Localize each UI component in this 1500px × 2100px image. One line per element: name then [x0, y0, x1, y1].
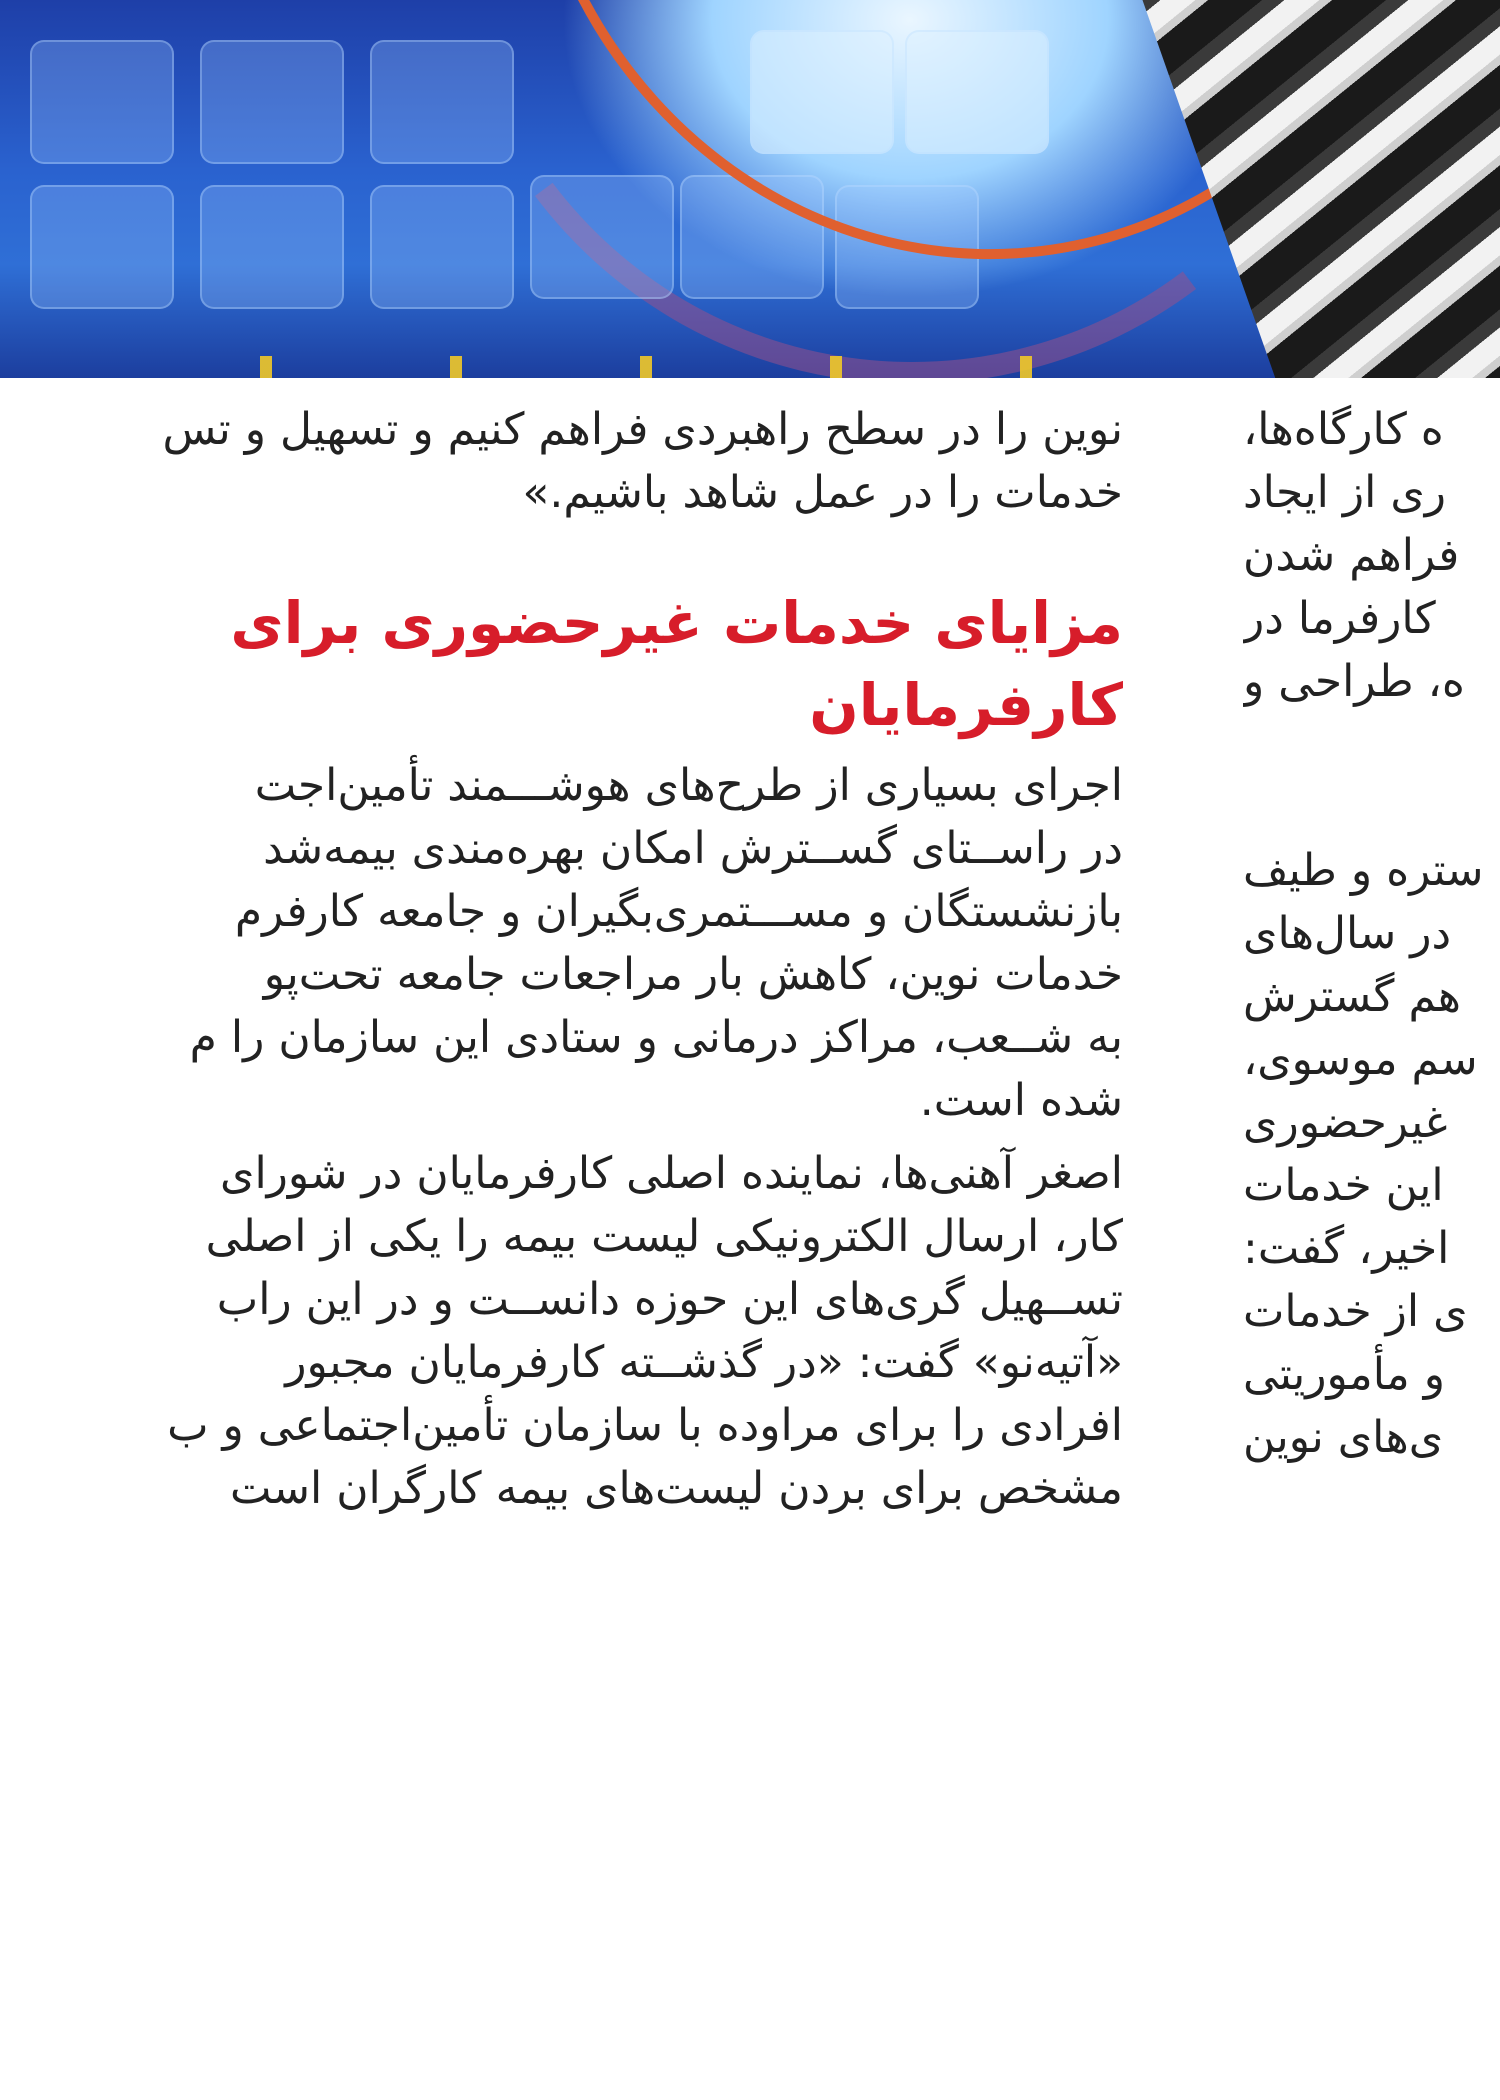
text-line: افرادی را برای مراوده با سازمان تأمین‌اجتماعی و ب	[167, 1400, 1123, 1451]
banner-tile	[30, 185, 174, 309]
text-line: فراهم شدن	[1243, 530, 1460, 581]
banner-tile	[200, 40, 344, 164]
spacer	[0, 1132, 1123, 1142]
banner-stripe	[180, 356, 1180, 378]
main-column-text	[0, 398, 1123, 1520]
heading-line: کارفرمایان	[809, 671, 1123, 739]
text-line: بازنشستگان و مســـتمری‌بگیران و جامعه کارفرم	[234, 886, 1123, 937]
text-line: اصغر آهنی‌ها، نماینده اصلی کارفرمایان در شورای	[220, 1148, 1123, 1199]
text-line: شده است.	[919, 1075, 1123, 1126]
text-line: مشخص برای بردن لیست‌های بیمه کارگران است	[229, 1463, 1123, 1514]
text-line: ه، طراحی و	[1243, 656, 1465, 707]
text-line: در راســتای گســترش امکان بهره‌مندی بیمه‌شد	[263, 823, 1123, 874]
text-line: به شــعب، مراکز درمانی و ستادی این سازمان را م	[189, 1012, 1123, 1063]
header-image	[0, 0, 1500, 378]
text-line: اخیر، گفت:	[1243, 1223, 1450, 1274]
banner-tile	[200, 185, 344, 309]
text-line: ه کارگاه‌ها،	[1243, 404, 1444, 455]
text-line: این خدمات	[1243, 1160, 1444, 1211]
side-column-text	[1243, 398, 1500, 1469]
spacer	[0, 524, 1123, 562]
text-line: در سال‌های	[1243, 908, 1452, 959]
main-column	[0, 398, 1123, 2100]
text-line: و مأموریتی	[1243, 1349, 1445, 1400]
banner-tile	[30, 40, 174, 164]
banner-tile	[530, 175, 674, 299]
text-line: «آتیه‌نو» گفت: «در گذشــته کارفرمایان مجبور	[285, 1337, 1123, 1388]
text-line: تســهیل گری‌های این حوزه دانســت و در این راب	[216, 1274, 1123, 1325]
text-line: کارفرما در	[1243, 593, 1436, 644]
text-line: ی‌های نوین	[1243, 1412, 1444, 1463]
text-line: نوین را در سطح راهبردی فراهم کنیم و تسهیل و تس	[162, 404, 1123, 455]
side-column	[1243, 398, 1500, 2100]
text-line: ستره و طیف	[1243, 845, 1484, 896]
spacer	[1243, 713, 1500, 839]
text-line: کار، ارسال الکترونیکی لیست بیمه را یکی از اصلی	[205, 1211, 1123, 1262]
banner-tile	[370, 185, 514, 309]
text-line: غیرحضوری	[1243, 1097, 1448, 1148]
text-line: سم موسوی،	[1243, 1034, 1478, 1085]
text-line: ی از خدمات	[1243, 1286, 1468, 1337]
heading-line: مزایای خدمات غیرحضوری برای	[230, 589, 1123, 657]
section-heading	[0, 582, 1123, 746]
text-line: هم گسترش	[1243, 971, 1461, 1022]
text-line: اجرای بسیاری از طرح‌های هوشـــمند تأمین‌اجت	[254, 760, 1123, 811]
banner-tile	[370, 40, 514, 164]
text-line: ری از ایجاد	[1243, 467, 1447, 518]
text-line: خدمات را در عمل شاهد باشیم.»	[522, 467, 1123, 518]
text-line: خدمات نوین، کاهش بار مراجعات جامعه تحت‌پو	[263, 949, 1123, 1000]
